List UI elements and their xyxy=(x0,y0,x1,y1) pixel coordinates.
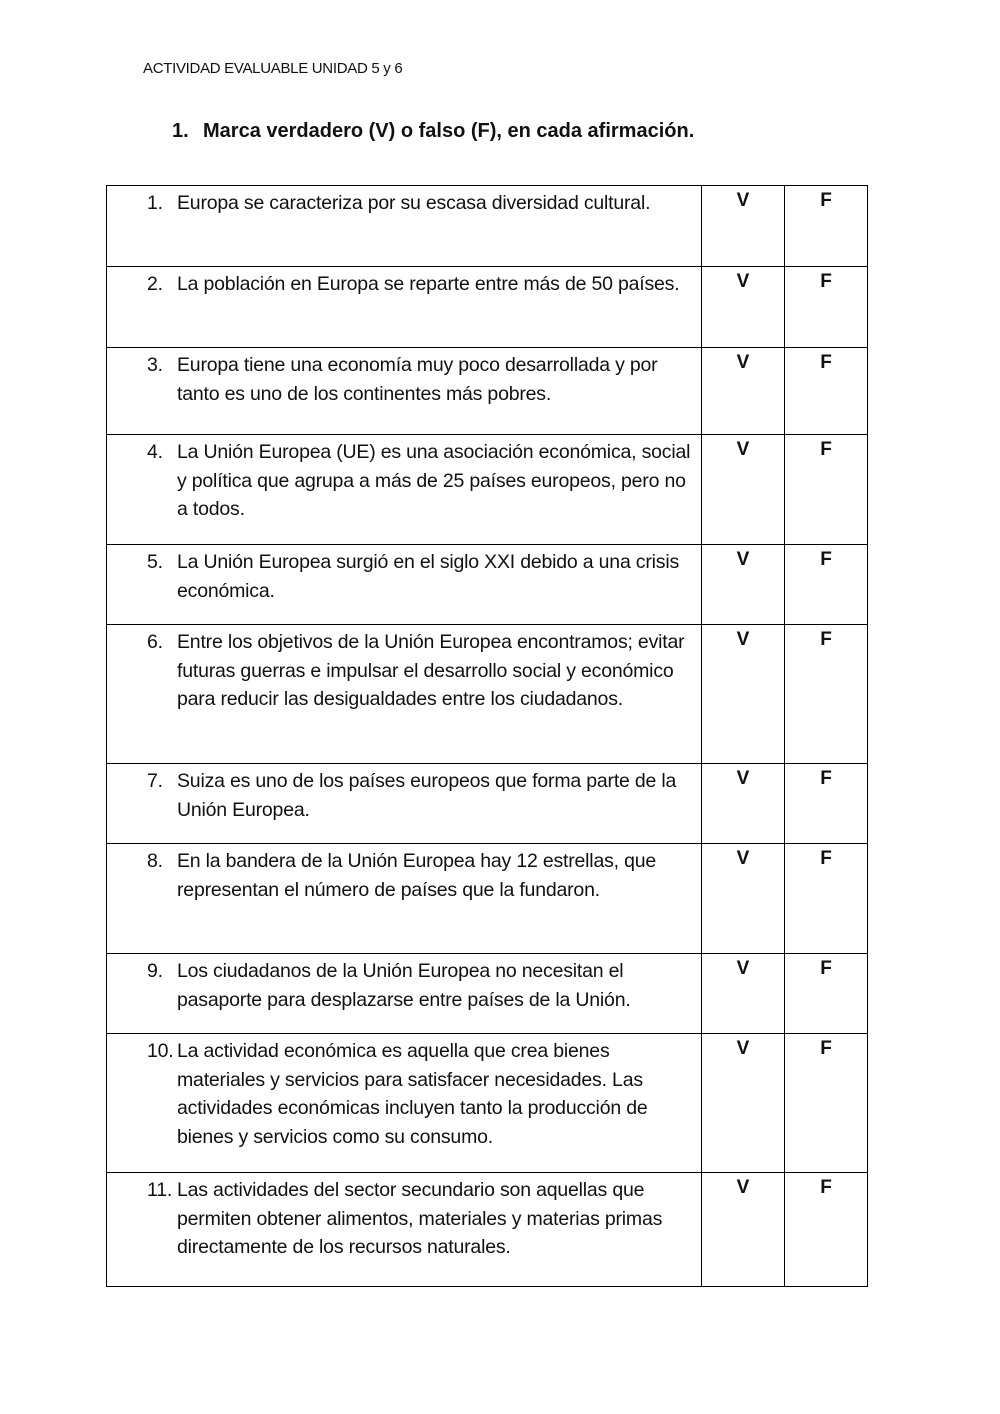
statement-row xyxy=(107,348,868,435)
statement-row xyxy=(107,844,868,954)
false-option[interactable]: F xyxy=(820,190,832,211)
instruction-heading xyxy=(172,120,694,143)
statement-cell xyxy=(107,348,702,435)
statement-row xyxy=(107,435,868,545)
true-option[interactable]: V xyxy=(736,439,750,460)
false-option[interactable]: F xyxy=(820,958,832,979)
statement-number: 9. xyxy=(147,960,163,982)
statement-text: La población en Europa se reparte entre más de 50 países. xyxy=(177,273,680,295)
statement-row xyxy=(107,1173,868,1287)
true-option[interactable]: V xyxy=(736,549,750,570)
statement-text: En la bandera de la Unión Europea hay 12 estrellas, que representan el número de países que la fundaron. xyxy=(177,850,657,901)
statement-number: 4. xyxy=(147,441,163,463)
true-option-cell[interactable] xyxy=(702,764,785,844)
statement-cell xyxy=(107,844,702,954)
instruction-number: 1. xyxy=(172,120,189,142)
false-option-cell[interactable] xyxy=(785,545,868,625)
true-option[interactable]: V xyxy=(736,768,750,789)
statement-text: La actividad económica es aquella que crea bienes materiales y servicios para satisfacer necesidades. Las actividades económicas incluyen tanto la producción de bienes y servicios como su consumo. xyxy=(177,1040,648,1148)
statement-cell xyxy=(107,1173,702,1287)
statement-text: Europa tiene una economía muy poco desarrollada y por tanto es uno de los continentes más pobres. xyxy=(177,354,658,405)
statement-text: La Unión Europea (UE) es una asociación económica, social y política que agrupa a más de 25 países europeos, pero no a todos. xyxy=(177,441,691,521)
true-option[interactable]: V xyxy=(736,848,750,869)
statement-number: 6. xyxy=(147,631,163,653)
statement-text: La Unión Europea surgió en el siglo XXI debido a una crisis económica. xyxy=(177,551,680,602)
statement-text: Los ciudadanos de la Unión Europea no necesitan el pasaporte para desplazarse entre países de la Unión. xyxy=(177,960,631,1011)
statement-number: 5. xyxy=(147,551,163,573)
true-option-cell[interactable] xyxy=(702,954,785,1034)
false-option-cell[interactable] xyxy=(785,625,868,764)
instruction-text: Marca verdadero (V) o falso (F), en cada afirmación. xyxy=(203,120,695,142)
true-option[interactable]: V xyxy=(736,352,750,373)
true-option[interactable]: V xyxy=(736,1177,750,1198)
false-option-cell[interactable] xyxy=(785,844,868,954)
false-option[interactable]: F xyxy=(820,1038,832,1059)
statement-cell xyxy=(107,764,702,844)
statement-row xyxy=(107,954,868,1034)
true-option[interactable]: V xyxy=(736,958,750,979)
false-option-cell[interactable] xyxy=(785,954,868,1034)
statement-number: 1. xyxy=(147,192,163,214)
statement-text: Las actividades del sector secundario son aquellas que permiten obtener alimentos, materiales y materias primas directamente de los recursos naturales. xyxy=(177,1179,663,1259)
true-option[interactable]: V xyxy=(736,629,750,650)
false-option-cell[interactable] xyxy=(785,186,868,267)
statement-number: 7. xyxy=(147,770,163,792)
true-option-cell[interactable] xyxy=(702,545,785,625)
false-option[interactable]: F xyxy=(820,352,832,373)
true-option-cell[interactable] xyxy=(702,435,785,545)
true-false-table xyxy=(106,185,868,1287)
false-option[interactable]: F xyxy=(820,768,832,789)
statement-row xyxy=(107,764,868,844)
false-option-cell[interactable] xyxy=(785,435,868,545)
statement-cell xyxy=(107,186,702,267)
statement-row xyxy=(107,625,868,764)
false-option-cell[interactable] xyxy=(785,1034,868,1173)
document-header: ACTIVIDAD EVALUABLE UNIDAD 5 y 6 xyxy=(143,60,403,77)
statement-number: 2. xyxy=(147,273,163,295)
statement-row xyxy=(107,186,868,267)
statement-row xyxy=(107,545,868,625)
true-option-cell[interactable] xyxy=(702,186,785,267)
true-option-cell[interactable] xyxy=(702,348,785,435)
statement-text: Entre los objetivos de la Unión Europea encontramos; evitar futuras guerras e impulsar el desarrollo social y económico para reducir las desigualdades entre los ciudadanos. xyxy=(177,631,685,711)
statement-text: Europa se caracteriza por su escasa diversidad cultural. xyxy=(177,192,651,214)
statement-number: 8. xyxy=(147,850,163,872)
statement-cell xyxy=(107,1034,702,1173)
true-option[interactable]: V xyxy=(736,1038,750,1059)
false-option-cell[interactable] xyxy=(785,1173,868,1287)
statement-cell xyxy=(107,267,702,348)
false-option-cell[interactable] xyxy=(785,764,868,844)
statement-number: 11. xyxy=(147,1179,173,1201)
statement-cell xyxy=(107,954,702,1034)
statement-number: 3. xyxy=(147,354,163,376)
false-option[interactable]: F xyxy=(820,439,832,460)
false-option[interactable]: F xyxy=(820,549,832,570)
false-option[interactable]: F xyxy=(820,1177,832,1198)
true-option-cell[interactable] xyxy=(702,625,785,764)
true-option-cell[interactable] xyxy=(702,1034,785,1173)
statement-cell xyxy=(107,435,702,545)
false-option[interactable]: F xyxy=(820,629,832,650)
true-option-cell[interactable] xyxy=(702,267,785,348)
statement-cell xyxy=(107,625,702,764)
true-option-cell[interactable] xyxy=(702,1173,785,1287)
false-option-cell[interactable] xyxy=(785,267,868,348)
statement-number: 10. xyxy=(147,1040,174,1062)
false-option-cell[interactable] xyxy=(785,348,868,435)
false-option[interactable]: F xyxy=(820,271,832,292)
statement-row xyxy=(107,267,868,348)
statement-cell xyxy=(107,545,702,625)
statement-text: Suiza es uno de los países europeos que forma parte de la Unión Europea. xyxy=(177,770,677,821)
true-option-cell[interactable] xyxy=(702,844,785,954)
true-option[interactable]: V xyxy=(736,271,750,292)
false-option[interactable]: F xyxy=(820,848,832,869)
true-option[interactable]: V xyxy=(736,190,750,211)
statement-row xyxy=(107,1034,868,1173)
